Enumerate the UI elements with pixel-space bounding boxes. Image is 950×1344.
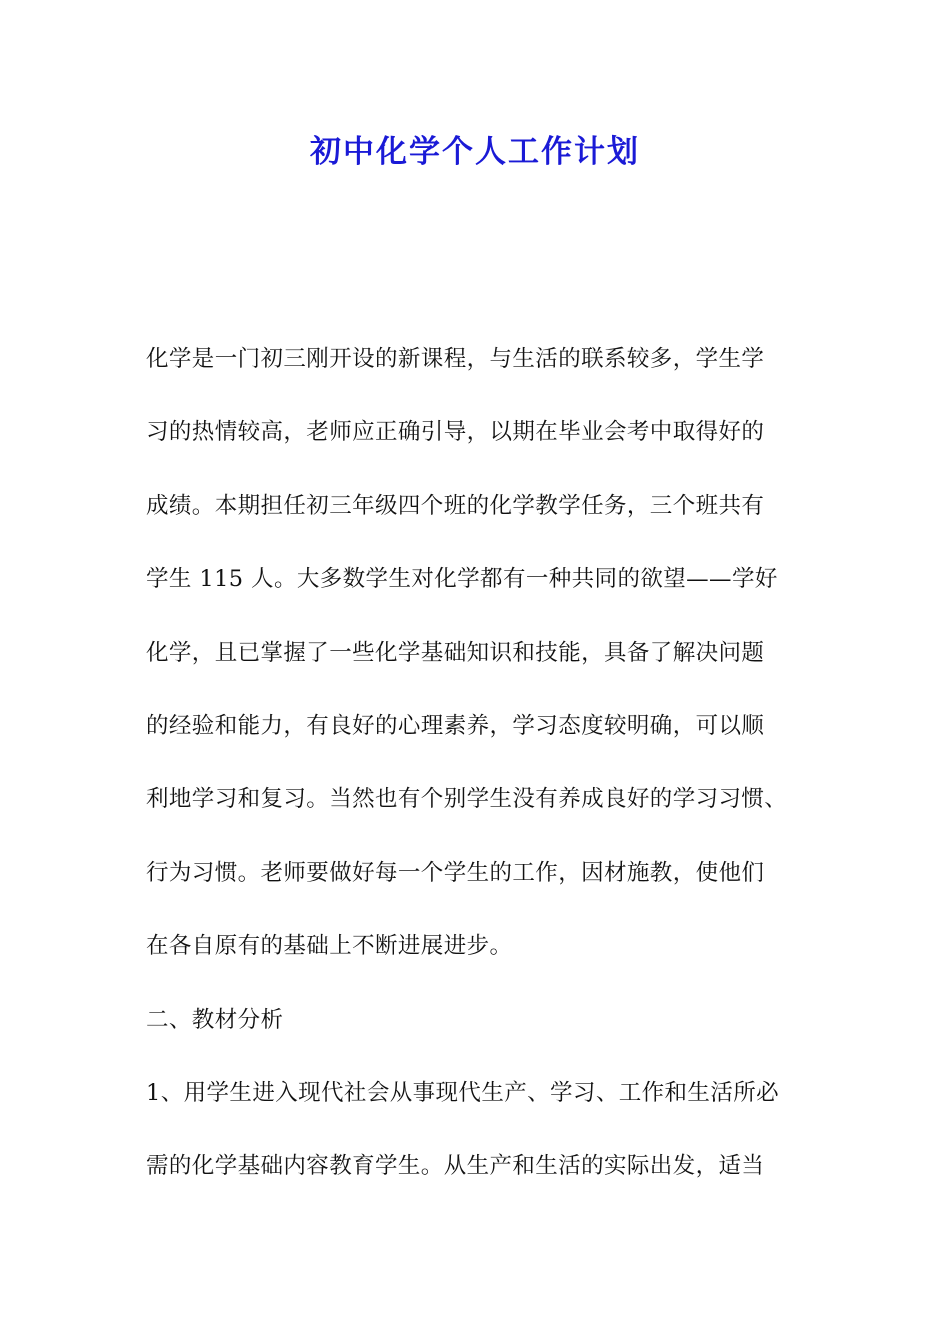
body-line: 利地学习和复习。当然也有个别学生没有养成良好的学习习惯、: [146, 786, 788, 813]
body-line: 化学是一门初三刚开设的新课程，与生活的联系较多，学生学: [146, 346, 765, 372]
body-line: 习的热情较高，老师应正确引导，以期在毕业会考中取得好的: [146, 419, 765, 446]
body-line: 化学，且已掌握了一些化学基础知识和技能，具备了解决问题: [146, 639, 765, 666]
body-line: 1、用学生进入现代社会从事现代生产、学习、工作和生活所必: [146, 1079, 780, 1106]
body-line: 在各自原有的基础上不断进展进步。: [146, 933, 513, 960]
body-line: 需的化学基础内容教育学生。从生产和生活的实际出发，适当: [146, 1153, 765, 1180]
document-body: [146, 339, 826, 1220]
body-line: 的经验和能力，有良好的心理素养，学习态度较明确，可以顺: [146, 712, 765, 739]
body-line: 学生 115 人。大多数学生对化学都有一种共同的欲望——学好: [146, 566, 778, 593]
document-title: 初中化学个人工作计划: [310, 134, 640, 170]
section-heading: 二、教材分析: [146, 1006, 284, 1033]
body-line: 行为习惯。老师要做好每一个学生的工作，因材施教，使他们: [146, 859, 765, 886]
body-line: 成绩。本期担任初三年级四个班的化学教学任务，三个班共有: [146, 492, 765, 519]
